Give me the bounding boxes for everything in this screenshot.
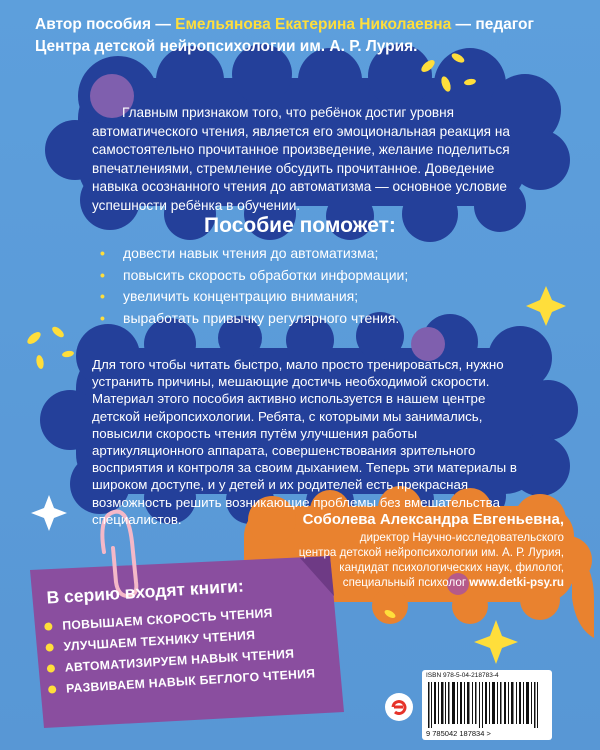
star-icon <box>31 495 67 531</box>
author-credit <box>35 14 575 58</box>
series-block <box>40 571 326 701</box>
intro-paragraph-2: Доведение навыка осознанного чтения до автоматизма — основное условие успешности ребёнка в обучении. <box>92 160 507 213</box>
list-item: ПОВЫШАЕМ СКОРОСТЬ ЧТЕНИЯ <box>42 600 323 638</box>
author-prefix: Автор пособия — <box>35 16 176 33</box>
list-item: • выработать привычку регулярного чтения. <box>100 309 400 326</box>
list-item: • довести навык чтения до автоматизма; <box>100 245 379 261</box>
list-item: • увеличить концентрацию внимания; <box>100 288 359 304</box>
barcode-icon <box>426 682 548 728</box>
helps-title: Пособие поможет: <box>204 214 396 237</box>
body-text: Для того чтобы читать быстро, мало просто тренироваться, нужно устранить причины, мешающие достичь необходимой скорости. Материал этого пособия активно используется в нашем центре детской нейропсихологии. Ребята, с которыми мы занимались, повысили скорость чтения путём улучшения работы артикуляционного аппарата, совершенствования зрительного восприятия и контроля за своим дыханием. Теперь эти материалы в широком доступе, и у детей и их родителей есть прекрасная возможность решить возникающие проблемы без вмешательства специалистов. <box>92 357 517 527</box>
list-item: • повысить скорость обработки информации; <box>100 266 409 283</box>
series-list <box>42 600 327 701</box>
author-suffix: — педагог Центра детской нейропсихологии им. А. Р. Лурия. <box>35 16 534 55</box>
list-item: УЛУЧШАЕМ ТЕХНИКУ ЧТЕНИЯ <box>43 621 324 659</box>
website-link[interactable]: www.detki-psy.ru <box>469 576 564 589</box>
star-icon <box>474 620 518 664</box>
isbn-barcode <box>422 670 552 740</box>
intro-paragraph-1: Главным признаком того, что ребёнок достиг уровня автоматического чтения, является его эмоциональная реакция на самостоятельно прочитанное произведение, желание поделиться впечатлениями, стремление обсудить прочитанное. <box>92 105 510 176</box>
star-icon <box>526 286 566 326</box>
series-title: В серию входят книги: <box>45 575 245 608</box>
list-item: РАЗВИВАЕМ НАВЫК БЕГЛОГО ЧТЕНИЯ <box>46 663 327 701</box>
signature-name: Соболева Александра Евгеньевна, <box>302 511 564 528</box>
author-name: Емельянова Екатерина Николаевна <box>175 16 452 33</box>
publisher-logo-icon <box>384 692 414 722</box>
signature-role: директор Научно-исследовательского центра детской нейропсихологии им. А. Р. Лурия, кандидат психологических наук, филолог, специальный психолог www.detki-psy.ru <box>298 531 564 589</box>
intro-text <box>92 104 522 215</box>
isbn-label: ISBN 978-5-04-218783-4 <box>426 672 499 679</box>
helps-list <box>98 243 518 329</box>
list-item: АВТОМАТИЗИРУЕМ НАВЫК ЧТЕНИЯ <box>44 642 325 680</box>
barcode-number: 9 785042 187834 > <box>426 729 491 738</box>
